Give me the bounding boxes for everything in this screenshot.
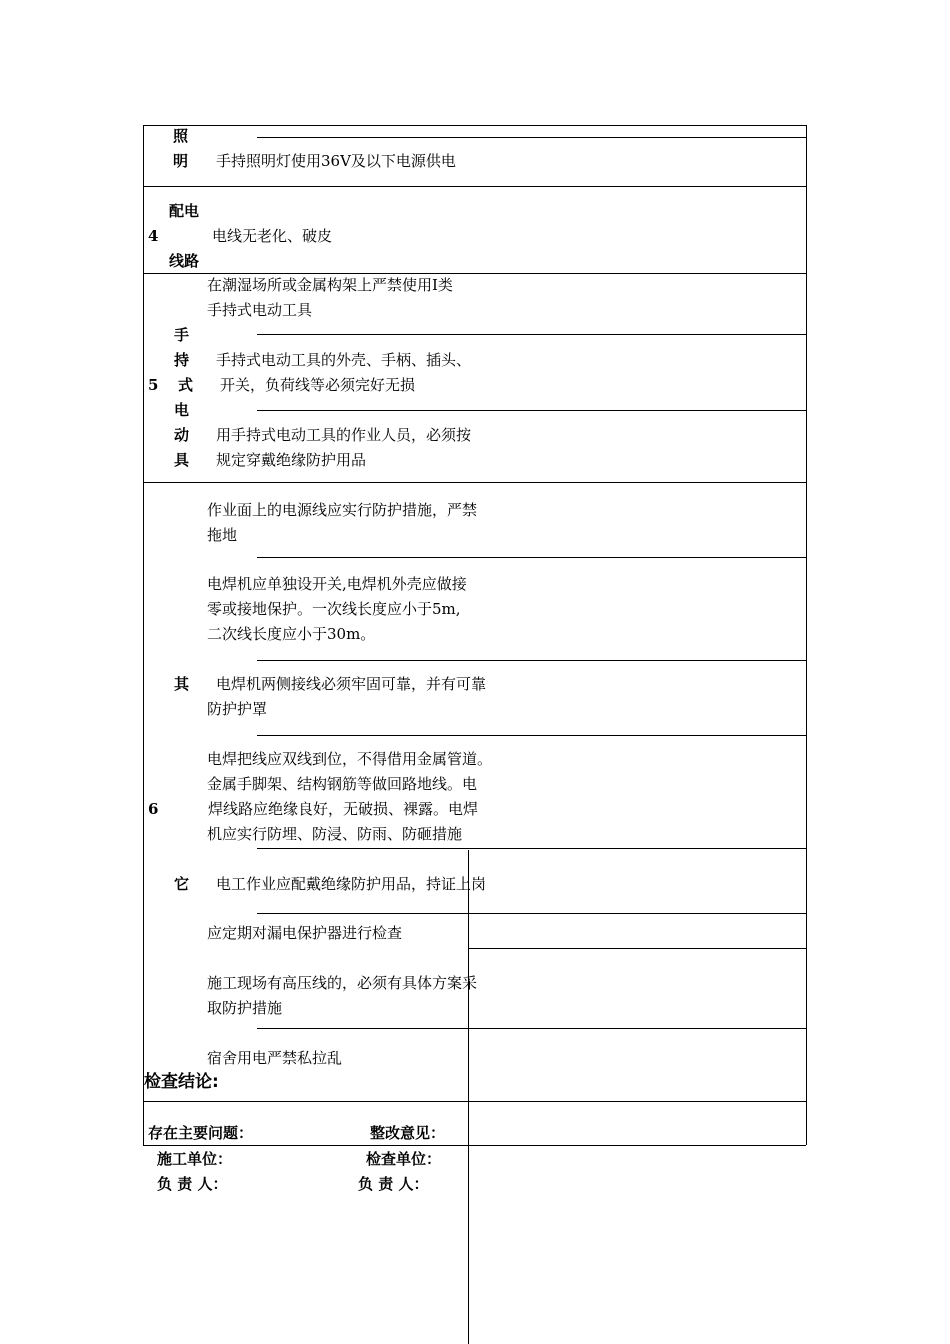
other-item-2-line: 电焊机应单独设开关,电焊机外壳应做接 <box>207 575 467 593</box>
other-item-4-line: 机应实行防埋、防浸、防雨、防砸措施 <box>207 825 463 843</box>
other-label-1: 其 <box>174 675 190 693</box>
handtools-label-char: 持 <box>174 351 190 369</box>
conclusion-label: 检查结论: <box>144 1072 219 1092</box>
table-top-border <box>143 125 806 126</box>
construction-unit-label: 施工单位： <box>157 1150 233 1168</box>
item-separator <box>257 660 806 661</box>
other-item-1-line: 作业面上的电源线应实行防护措施，严禁 <box>207 501 478 519</box>
row-separator <box>143 186 806 187</box>
item-separator <box>257 137 806 138</box>
wiring-item: 电线无老化、破皮 <box>212 227 333 245</box>
handtools-label-char: 动 <box>174 426 190 444</box>
other-item-2-line: 零或接地保护。一次线长度应小于5m, <box>207 600 461 618</box>
responsible-person-right: 负 责 人： <box>358 1175 429 1193</box>
handtools-item-1-line: 在潮湿场所或金属构架上严禁使用I类 <box>207 276 453 294</box>
other-item-3-line: 电焊机两侧接线必须牢固可靠，并有可靠 <box>216 675 487 693</box>
handtools-item-3-line: 规定穿戴绝缘防护用品 <box>216 451 367 469</box>
other-item-5-line: 电工作业应配戴绝缘防护用品，持证上岗 <box>216 875 487 893</box>
item-separator <box>257 913 806 914</box>
handtools-item-2-line: 手持式电动工具的外壳、手柄、插头、 <box>216 351 472 369</box>
lighting-label-1: 照 <box>173 127 189 145</box>
problems-label: 存在主要问题： <box>148 1124 254 1142</box>
item-separator <box>257 334 806 335</box>
lighting-item: 手持照明灯使用36V及以下电源供电 <box>216 152 456 170</box>
handtools-label-char: 手 <box>174 326 190 344</box>
wiring-number: 4 <box>148 227 159 245</box>
responsible-person-left: 负 责 人： <box>157 1175 228 1193</box>
other-item-3-line: 防护护罩 <box>207 700 268 718</box>
item-separator <box>257 557 806 558</box>
other-item-8-line: 宿舍用电严禁私拉乱 <box>207 1049 343 1067</box>
other-number: 6 <box>148 800 159 818</box>
lighting-label-2: 明 <box>173 152 189 170</box>
other-item-4-line: 电焊把线应双线到位，不得借用金属管道。 <box>207 750 493 768</box>
handtools-label-char: 具 <box>174 451 190 469</box>
inspection-unit-label: 检查单位： <box>366 1150 442 1168</box>
item-separator <box>257 1028 806 1029</box>
other-item-1-line: 拖地 <box>207 526 238 544</box>
rectify-label: 整改意见： <box>370 1124 446 1142</box>
handtools-number: 5 <box>148 376 159 394</box>
other-label-2: 它 <box>174 875 190 893</box>
row-separator <box>143 1101 806 1102</box>
handtools-item-2-line: 开关，负荷线等必须完好无损 <box>220 376 416 394</box>
item-separator <box>257 735 806 736</box>
other-item-4-line: 焊线路应绝缘良好，无破损、裸露。电焊 <box>208 800 479 818</box>
handtools-label-char: 式 <box>178 376 194 394</box>
item-separator <box>257 848 806 849</box>
center-divider-line <box>468 850 469 1344</box>
row-separator <box>143 482 806 483</box>
handtools-label-char: 电 <box>174 401 190 419</box>
table-left-border <box>143 125 144 1145</box>
wiring-label-2: 线路 <box>169 252 200 270</box>
other-item-6-line: 应定期对漏电保护器进行检查 <box>207 924 403 942</box>
other-item-2-line: 二次线长度应小于30m。 <box>207 625 376 643</box>
table-right-border <box>806 125 807 1145</box>
handtools-item-3-line: 用手持式电动工具的作业人员，必须按 <box>216 426 472 444</box>
other-item-7-line: 施工现场有高压线的，必须有具体方案采 <box>207 974 478 992</box>
other-item-4-line: 金属手脚架、结构钢筋等做回路地线。电 <box>207 775 478 793</box>
handtools-item-1-line: 手持式电动工具 <box>207 301 313 319</box>
item-separator <box>468 948 806 949</box>
wiring-label-1: 配电 <box>169 202 200 220</box>
item-separator <box>257 410 806 411</box>
other-item-7-line: 取防护措施 <box>207 999 283 1017</box>
